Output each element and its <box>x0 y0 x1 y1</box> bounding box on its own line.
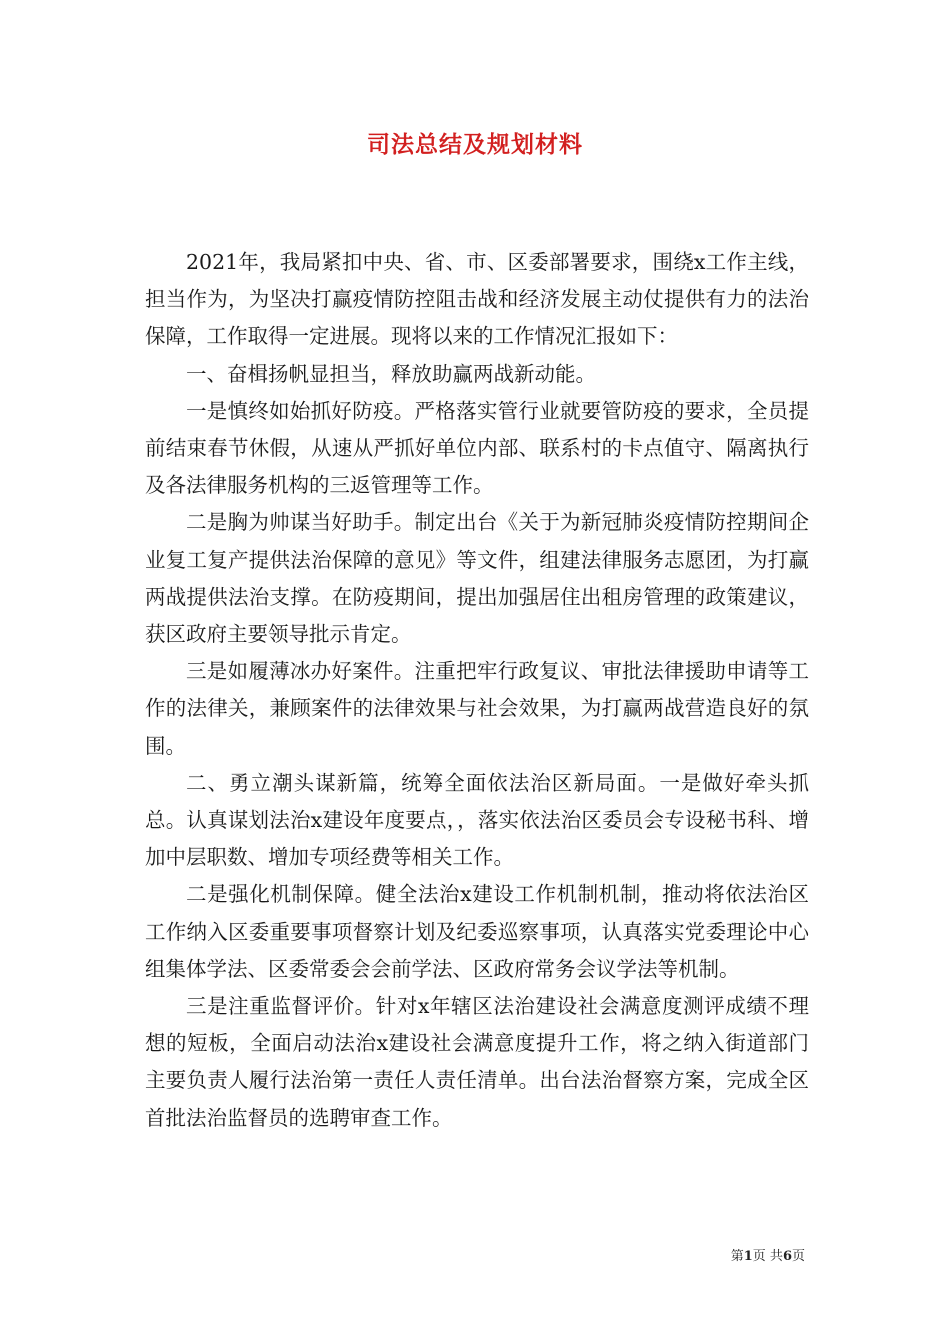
paragraph: 三是注重监督评价。针对x年辖区法治建设社会满意度测评成绩不理想的短板，全面启动法治x建设社会满意度提升工作，将之纳入街道部门主要负责人履行法治第一责任人责任清单。出台法治督察方案，完成全区首批法治监督员的选聘审查工作。 <box>145 994 809 1130</box>
footer-middle: 页 共 <box>752 1249 783 1264</box>
page-number-footer <box>731 1248 805 1266</box>
current-page-number: 1 <box>743 1249 753 1264</box>
paragraph: 2021年，我局紧扣中央、省、市、区委部署要求，围绕x工作主线，担当作为，为坚决打赢疫情防控阻击战和经济发展主动仗提供有力的法治保障，工作取得一定进展。现将以来的工作情况汇报如下： <box>145 250 809 349</box>
document-title: 司法总结及规划材料 <box>367 131 583 158</box>
total-pages-number: 6 <box>782 1249 792 1264</box>
footer-prefix: 第 <box>730 1249 744 1264</box>
footer-suffix: 页 <box>791 1249 805 1264</box>
paragraph: 一是慎终如始抓好防疫。严格落实管行业就要管防疫的要求，全员提前结束春节休假，从速从严抓好单位内部、联系村的卡点值守、隔离执行及各法律服务机构的三返管理等工作。 <box>145 398 809 498</box>
paragraph: 三是如履薄冰办好案件。注重把牢行政复议、审批法律援助申请等工作的法律关，兼顾案件的法律效果与社会效果，为打赢两战营造良好的氛围。 <box>145 659 809 758</box>
document-body <box>145 244 809 1137</box>
paragraph: 二是胸为帅谋当好助手。制定出台《关于为新冠肺炎疫情防控期间企业复工复产提供法治保障的意见》等文件，组建法律服务志愿团，为打赢两战提供法治支撑。在防疫期间，提出加强居住出租房管理的政策建议，获区政府主要领导批示肯定。 <box>145 510 809 647</box>
paragraph: 二、勇立潮头谋新篇，统筹全面依法治区新局面。一是做好牵头抓总。认真谋划法治x建设年度要点，，落实依法治区委员会专设秘书科、增加中层职数、增加专项经费等相关工作。 <box>145 770 809 870</box>
paragraph: 一、奋楫扬帆显担当，释放助赢两战新动能。 <box>186 361 596 386</box>
paragraph: 二是强化机制保障。健全法治x建设工作机制机制，推动将依法治区工作纳入区委重要事项督察计划及纪委巡察事项，认真落实党委理论中心组集体学法、区委常委会会前学法、区政府常务会议学法等机制。 <box>145 882 809 981</box>
